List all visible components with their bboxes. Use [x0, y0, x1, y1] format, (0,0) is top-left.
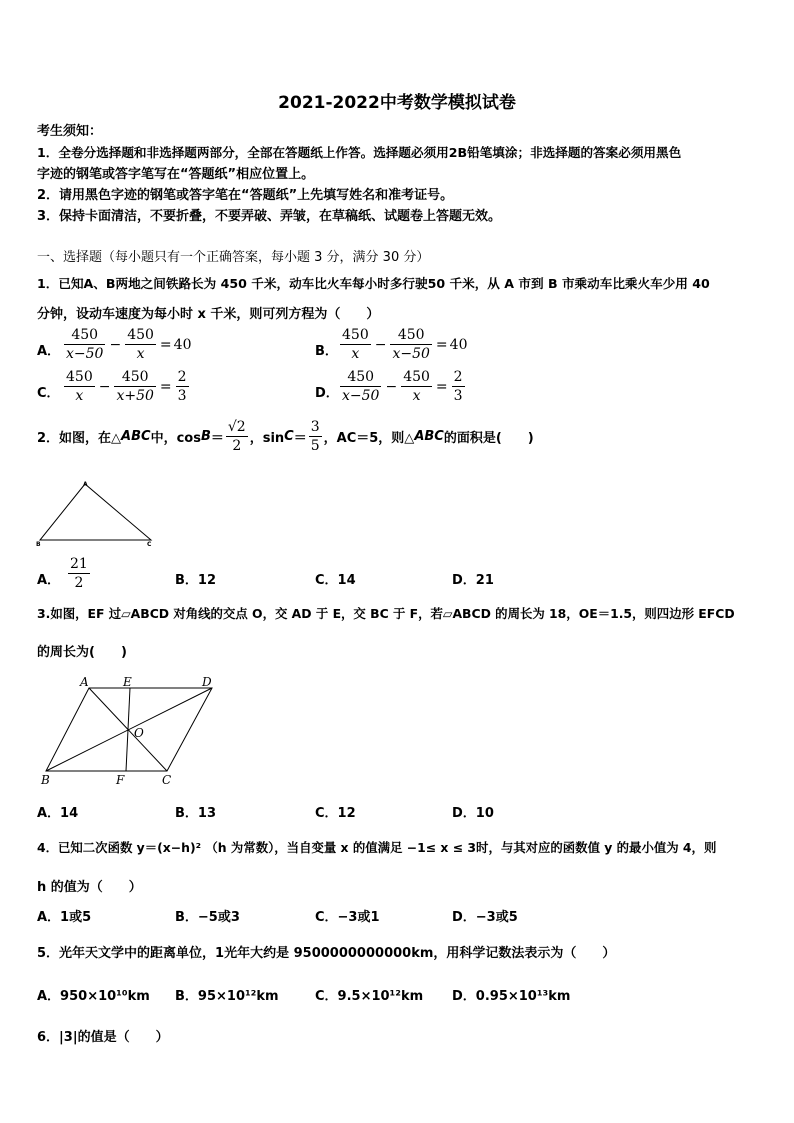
q3-parallelogram-figure [36, 674, 222, 788]
notice-line-1b: 字迹的钢笔或答字笔写在“答题纸”相应位置上。 [37, 167, 315, 182]
q3-fig-label-a: A [80, 675, 89, 689]
q2-option-d: D．21 [452, 573, 494, 588]
q4-stem-line2: h 的值为（ ） [37, 880, 142, 895]
q2-option-b: B．12 [175, 573, 216, 588]
q2-fig-label-a: A [83, 481, 88, 488]
q3-stem-line2: 的周长为( ) [37, 645, 127, 660]
q5-option-b: B．95×10¹²km [175, 989, 279, 1004]
q2-option-a-label: A． [37, 573, 61, 588]
q1-option-c-label: C． [37, 386, 60, 401]
q2-option-a-fraction: $\frac{21}{2}$ [70, 556, 88, 591]
q4-option-d: D．−3或5 [452, 910, 518, 925]
q1-option-b-equation: $\frac{450}{x}$ − $\frac{450}{x-50}$ = 40 [342, 327, 468, 362]
q3-option-c: C．12 [315, 806, 356, 821]
q3-option-b: B．13 [175, 806, 216, 821]
q5-option-a: A．950×10¹⁰km [37, 989, 150, 1004]
q3-fig-label-c: C [162, 773, 172, 787]
notice-line-3: 3．保持卡面清洁，不要折叠，不要弄破、弄皱，在草稿纸、试题卷上答题无效。 [37, 209, 502, 224]
q2-fig-label-b: B [36, 541, 41, 548]
q3-stem-line1: 3.如图，EF 过▱ABCD 对角线的交点 O，交 AD 于 E，交 BC 于 F，若▱ABCD 的周长为 18，OE＝1.5，则四边形 EFCD [37, 606, 735, 621]
q2-fig-label-c: C [147, 541, 152, 548]
q1-option-c-equation: $\frac{450}{x}$ − $\frac{450}{x+50}$ = $\frac{2}{3}$ [66, 369, 187, 404]
q3-fig-label-e: E [123, 675, 132, 689]
page-title: 2021-2022中考数学模拟试卷 [278, 93, 516, 113]
q1-stem-line1: 1．已知A、B两地之间铁路长为 450 千米，动车比火车每小时多行驶50 千米，从 A 市到 B 市乘动车比乘火车少用 40 [37, 276, 710, 291]
notice-heading: 考生须知： [37, 124, 103, 139]
q1-option-b-label: B． [315, 344, 338, 359]
q4-option-b: B．−5或3 [175, 910, 240, 925]
q5-option-c: C．9.5×10¹²km [315, 989, 424, 1004]
notice-line-1: 1．全卷分选择题和非选择题两部分，全部在答题纸上作答。选择题必须用2B铅笔填涂；非选择题的答案必须用黑色 [37, 145, 682, 160]
q5-option-d: D．0.95×10¹³km [452, 989, 571, 1004]
q1-option-a-equation: $\frac{450}{x-50}$ − $\frac{450}{x}$ = 40 [66, 327, 192, 362]
q4-stem-line1: 4．已知二次函数 y＝(x−h)² （h 为常数），当自变量 x 的值满足 −1≤ x ≤ 3时，与其对应的函数值 y 的最小值为 4，则 [37, 840, 717, 855]
q2-option-c: C．14 [315, 573, 356, 588]
q2-triangle-figure [34, 476, 160, 548]
q1-stem-line2: 分钟，设动车速度为每小时 x 千米，则可列方程为（ ） [37, 307, 380, 322]
q1-option-a-label: A． [37, 344, 61, 359]
q3-option-a: A．14 [37, 806, 79, 821]
q3-fig-label-b: B [41, 773, 50, 787]
q1-option-d-equation: $\frac{450}{x-50}$ − $\frac{450}{x}$ = $\frac{2}{3}$ [342, 369, 463, 404]
section-heading: 一、选择题（每小题只有一个正确答案，每小题 3 分，满分 30 分） [37, 250, 430, 265]
q6-stem: 6．|3|的值是（ ） [37, 1030, 169, 1045]
q3-option-d: D．10 [452, 806, 494, 821]
q4-option-a: A．1或5 [37, 910, 92, 925]
q3-fig-label-f: F [116, 773, 125, 787]
q5-stem: 5．光年天文学中的距离单位，1光年大约是 9500000000000km，用科学记数法表示为（ ） [37, 946, 616, 961]
q4-option-c: C．−3或1 [315, 910, 380, 925]
q2-stem: 2．如图，在△ ABC 中，cos B ＝ $\frac{√2}{2}$ ，sin C ＝ $\frac{3}{5}$ ，AC＝5，则△ ABC 的面积是( ) [37, 419, 534, 454]
q3-fig-label-o: O [134, 726, 144, 740]
q1-option-d-label: D． [315, 386, 339, 401]
q3-fig-label-d: D [202, 675, 212, 689]
notice-line-2: 2．请用黑色字迹的钢笔或答字笔在“答题纸”上先填写姓名和准考证号。 [37, 188, 454, 203]
